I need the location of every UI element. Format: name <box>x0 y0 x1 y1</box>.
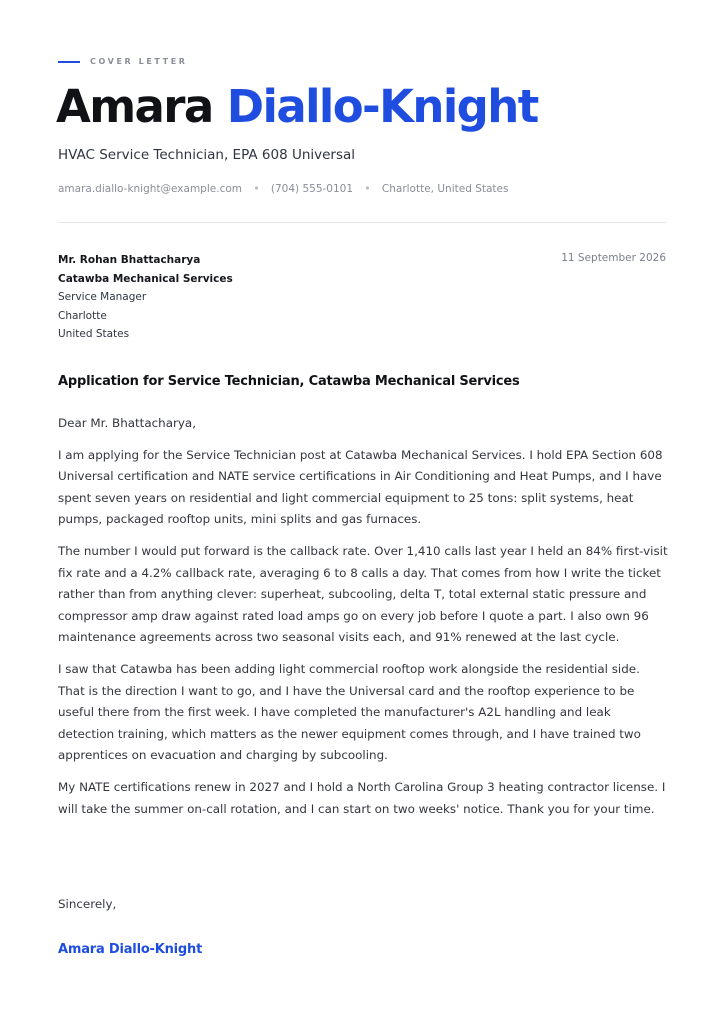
eyebrow-label: COVER LETTER <box>90 57 188 66</box>
contact-phone: (704) 555-0101 <box>270 183 354 195</box>
applicant-role: HVAC Service Technician, EPA 608 Universal <box>58 147 356 163</box>
document-eyebrow <box>58 57 188 66</box>
recipient-name: Mr. Rohan Bhattacharya <box>58 254 201 266</box>
recipient-city: Charlotte <box>58 309 107 322</box>
contact-separator: • <box>253 183 260 195</box>
contact-line <box>58 183 508 195</box>
salutation: Dear Mr. Bhattacharya, <box>58 416 196 430</box>
recipient-country: United States <box>58 328 130 341</box>
header-divider <box>58 222 666 223</box>
recipient-title: Service Manager <box>58 291 147 304</box>
contact-separator: • <box>364 183 371 195</box>
recipient-company: Catawba Mechanical Services <box>58 272 233 285</box>
contact-email: amara.diallo-knight@example.com <box>58 183 242 195</box>
accent-rule <box>58 61 80 63</box>
applicant-last-name: Diallo-Knight <box>226 80 538 133</box>
recipient-block <box>58 251 233 344</box>
letter-body <box>58 413 668 830</box>
contact-location: Charlotte, United States <box>381 183 509 195</box>
body-paragraph: My NATE certifications renew in 2027 and I hold a North Carolina Group 3 heating contractor license. I will take the summer on-call rotation, and I can start on two weeks' notice. Thank you for your time. <box>58 779 666 816</box>
applicant-name <box>56 80 538 134</box>
letter-subject: Application for Service Technician, Catawba Mechanical Services <box>58 374 520 389</box>
body-paragraph: I saw that Catawba has been adding light commercial rooftop work alongside the residential side. That is the direction I want to go, and I have the Universal card and the rooftop experience to be useful there from the first week. I have completed the manufacturer's A2L handling and leak detection training, which matters as the newer equipment comes through, and I have trained two apprentices on evacuation and charging by subcooling. <box>58 661 641 763</box>
body-paragraph: I am applying for the Service Technician post at Catawba Mechanical Services. I hold EPA Section 608 Universal certification and NATE service certifications in Air Conditioning and Heat Pumps, and I have spent seven years on residential and light commercial equipment to 25 tons: split systems, heat pumps, packaged rooftop units, mini splits and gas furnaces. <box>58 447 663 527</box>
letter-closing: Sincerely, <box>58 897 117 911</box>
body-paragraph: The number I would put forward is the callback rate. Over 1,410 calls last year I held an 84% first-visit fix rate and a 4.2% callback rate, averaging 6 to 8 calls a day. That comes from how I write the ticket rather than from anything clever: superheat, subcooling, delta T, total external static pressure and compressor amp draw against rated load amps go on every job before I quote a part. I also own 96 maintenance agreements across two seasonal visits each, and 91% renewed at the last cycle. <box>58 543 668 645</box>
signature-name: Amara Diallo-Knight <box>58 942 203 957</box>
applicant-first-name: Amara <box>56 80 213 133</box>
letter-date: 11 September 2026 <box>561 252 666 264</box>
